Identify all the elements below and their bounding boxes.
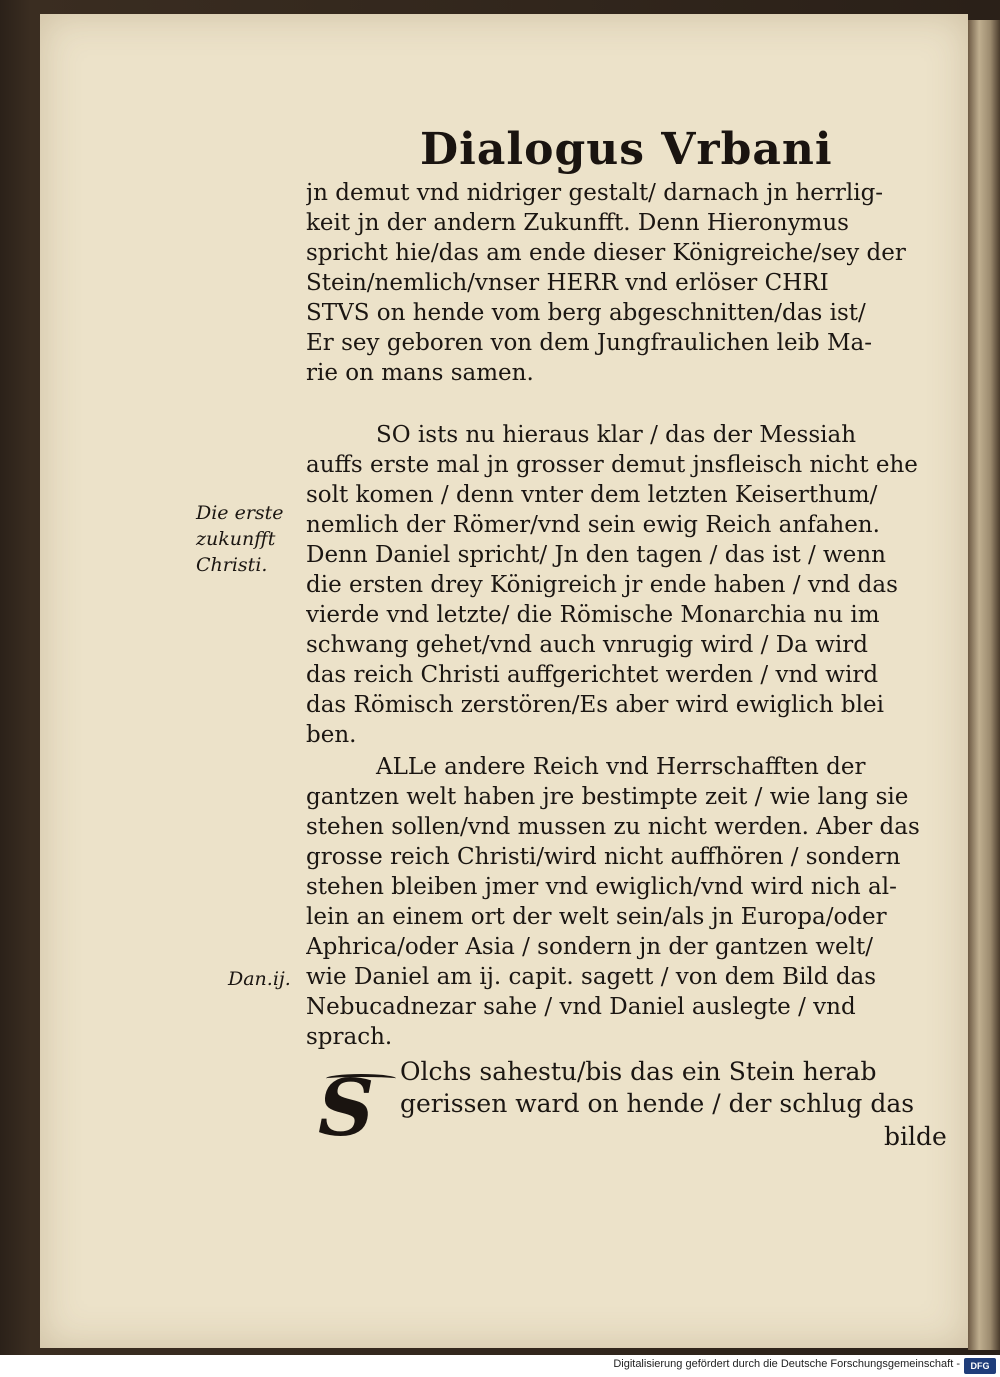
text-line: Denn Daniel spricht/ Jn den tagen / das ist / wenn xyxy=(306,542,886,568)
footer-bar xyxy=(0,1355,1000,1377)
paragraph-2 xyxy=(306,420,956,750)
text-line: wie Daniel am ij. capit. sagett / von dem Bild das xyxy=(306,964,877,990)
text-line: die ersten drey Königreich jr ende haben / vnd das xyxy=(306,572,898,598)
text-line: spricht hie/das am ende dieser Königreiche/sey der xyxy=(306,240,906,266)
text-line: stehen sollen/vnd mussen zu nicht werden. Aber das xyxy=(306,814,920,840)
text-line: auffs erste mal jn grosser demut jnsfleisch nicht ehe xyxy=(306,452,918,478)
text-line: keit jn der andern Zukunfft. Denn Hieronymus xyxy=(306,210,849,236)
text-line: ALLe andere Reich vnd Herrschafften der xyxy=(376,754,866,780)
text-line: nemlich der Römer/vnd sein ewig Reich anfahen. xyxy=(306,512,880,538)
text-line: das reich Christi auffgerichtet werden / vnd wird xyxy=(306,662,879,688)
text-line: ben. xyxy=(306,722,357,748)
quote-block xyxy=(400,1056,960,1120)
text-line: Stein/nemlich/vnser HERR vnd erlöser CHRI xyxy=(306,270,829,296)
text-line: Er sey geboren von dem Jungfraulichen leib Ma- xyxy=(306,330,873,356)
text-line: stehen bleiben jmer vnd ewiglich/vnd wird nich al- xyxy=(306,874,897,900)
text-line: sprach. xyxy=(306,1024,393,1050)
margin-note-line: zukunfft xyxy=(196,528,276,550)
text-line: SO ists nu hieraus klar / das der Messiah xyxy=(376,422,857,448)
catchword: bilde xyxy=(884,1122,947,1151)
decorated-initial: S xyxy=(318,1063,375,1154)
text-line: vierde vnd letzte/ die Römische Monarchia nu im xyxy=(306,602,880,628)
text-line: STVS on hende vom berg abgeschnitten/das ist/ xyxy=(306,300,866,326)
text-line: solt komen / denn vnter dem letzten Keiserthum/ xyxy=(306,482,878,508)
margin-note-line: Christi. xyxy=(196,554,268,576)
text-line: lein an einem ort der welt sein/als jn Europa/oder xyxy=(306,904,887,930)
paragraph-1 xyxy=(306,178,956,388)
book-edge xyxy=(968,20,1000,1350)
dfg-logo-icon: DFG xyxy=(964,1358,996,1374)
quote-line: Olchs sahestu/bis das ein Stein herab xyxy=(400,1057,877,1086)
margin-note-line: Dan.ij. xyxy=(228,968,291,990)
text-line: grosse reich Christi/wird nicht auffhören / sondern xyxy=(306,844,901,870)
text-line: rie on mans samen. xyxy=(306,360,534,386)
text-line: Nebucadnezar sahe / vnd Daniel auslegte / vnd xyxy=(306,994,856,1020)
page-header: Dialogus Vrbani xyxy=(420,124,833,175)
quote-line: gerissen ward on hende / der schlug das xyxy=(400,1089,915,1118)
margin-note-first-coming xyxy=(196,500,300,578)
text-line: Aphrica/oder Asia / sondern jn der gantzen welt/ xyxy=(306,934,873,960)
text-line: gantzen welt haben jre bestimpte zeit / wie lang sie xyxy=(306,784,909,810)
text-line: das Römisch zerstören/Es aber wird ewiglich blei xyxy=(306,692,884,718)
footer-credit: Digitalisierung gefördert durch die Deutsche Forschungsgemeinschaft - xyxy=(613,1358,960,1370)
text-line: schwang gehet/vnd auch vnrugig wird / Da wird xyxy=(306,632,868,658)
margin-note-line: Die erste xyxy=(196,502,284,524)
paragraph-3 xyxy=(306,752,956,1052)
text-line: jn demut vnd nidriger gestalt/ darnach jn herrlig- xyxy=(306,180,884,206)
margin-note-daniel xyxy=(228,966,304,992)
